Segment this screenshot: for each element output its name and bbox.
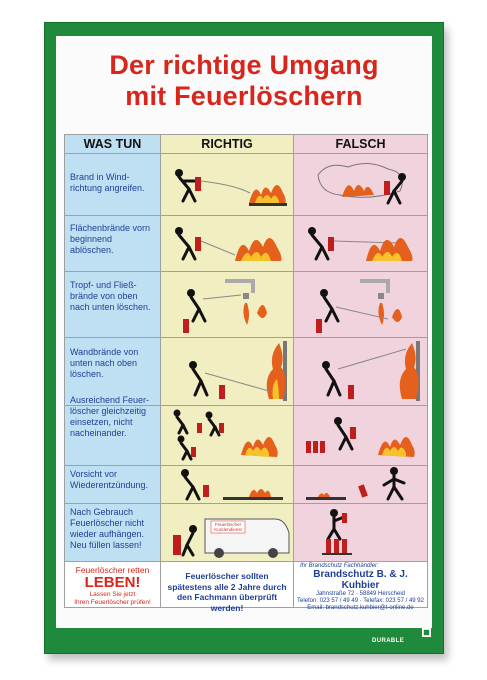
row-text-1: Brand in Wind-richtung angreifen.: [70, 172, 145, 193]
van-label-1: Feuerlöscher: [214, 522, 242, 527]
row-text-5: Ausreichend Feuer-löscher gleichzeitig einsetzen, nicht nacheinander.: [70, 395, 150, 438]
header-richtig: RICHTIG: [161, 135, 293, 154]
illustration-refill-wrong: [298, 505, 424, 559]
illustration-reignite-wrong: [298, 467, 424, 503]
illustration-reignite-right: [165, 467, 291, 503]
illustration-surface-wrong: [298, 217, 424, 269]
row-divider: [65, 215, 427, 216]
van-label-2: Kundendienst: [214, 527, 242, 532]
footer-mid-text: Feuerlöscher sollten spätestens alle 2 Jahre durch den Fachmann überprüft werden!: [167, 571, 287, 613]
row-text-4: Wandbrände von unten nach oben löschen.: [70, 347, 139, 379]
illustration-multiple-wrong: [298, 407, 424, 463]
dealer-phone: Telefon: 023 57 / 49 49 · Telefax: 023 57 / 49 92: [297, 598, 424, 604]
column-divider: [293, 135, 294, 607]
row-divider: [65, 271, 427, 272]
row-text-3: Tropf- und Fließ-brände von oben nach unten löschen.: [70, 280, 151, 312]
footer-left-line-1: Feuerlöscher retten: [75, 565, 150, 575]
footer-mid-panel: [161, 562, 293, 613]
footer-left-line-3: Lassen Sie jetzt: [89, 591, 136, 598]
header-falsch: FALSCH: [294, 135, 427, 154]
dealer-email: Email: brandschutz.kuhbier@t-online.de: [307, 605, 414, 611]
dealer-address: Jahnstraße 72 · 58849 Herscheid: [315, 591, 406, 597]
row-text-6: Vorsicht vor Wiederentzündung.: [70, 469, 149, 490]
poster-sheet: [56, 36, 432, 628]
illustration-wind-wrong: [298, 155, 424, 213]
illustration-wall-right: [165, 339, 291, 403]
title-line-1: Der richtige Umgang: [109, 50, 379, 80]
title-line-2: mit Feuerlöschern: [125, 81, 363, 111]
illustration-drip-wrong: [298, 273, 424, 335]
illustration-drip-right: [165, 273, 291, 335]
row-divider: [65, 465, 427, 466]
footer-right-panel: [294, 562, 427, 611]
row-text-2: Flächenbrände vorn beginnend ablöschen.: [70, 223, 151, 255]
header-was-tun: WAS TUN: [65, 135, 160, 154]
poster-title: [56, 50, 432, 112]
row-text-7: Nach Gebrauch Feuerlöscher nicht wieder aufhängen. Neu füllen lassen!: [70, 507, 145, 550]
durable-logo-icon: [422, 628, 431, 637]
footer-left-line-4: Ihren Feuerlöscher prüfen!: [74, 598, 151, 606]
row-divider: [65, 503, 427, 504]
dealer-company: Brandschutz B. & J. Kuhbier: [313, 569, 408, 591]
footer-left-headline: LEBEN!: [84, 574, 141, 591]
column-divider: [160, 135, 161, 607]
dealer-caption: Ihr Brandschutz Fachhändler:: [300, 563, 379, 569]
footer-left-panel: [65, 562, 160, 607]
brand-label: DURABLE: [372, 638, 405, 644]
row-divider: [65, 337, 427, 338]
illustration-multiple-right: [165, 407, 291, 463]
illustration-wall-wrong: [298, 339, 424, 403]
illustration-refill-right: [165, 505, 291, 559]
illustration-wind-right: [165, 155, 291, 213]
instruction-table: [64, 134, 428, 613]
illustration-surface-right: [165, 217, 291, 269]
